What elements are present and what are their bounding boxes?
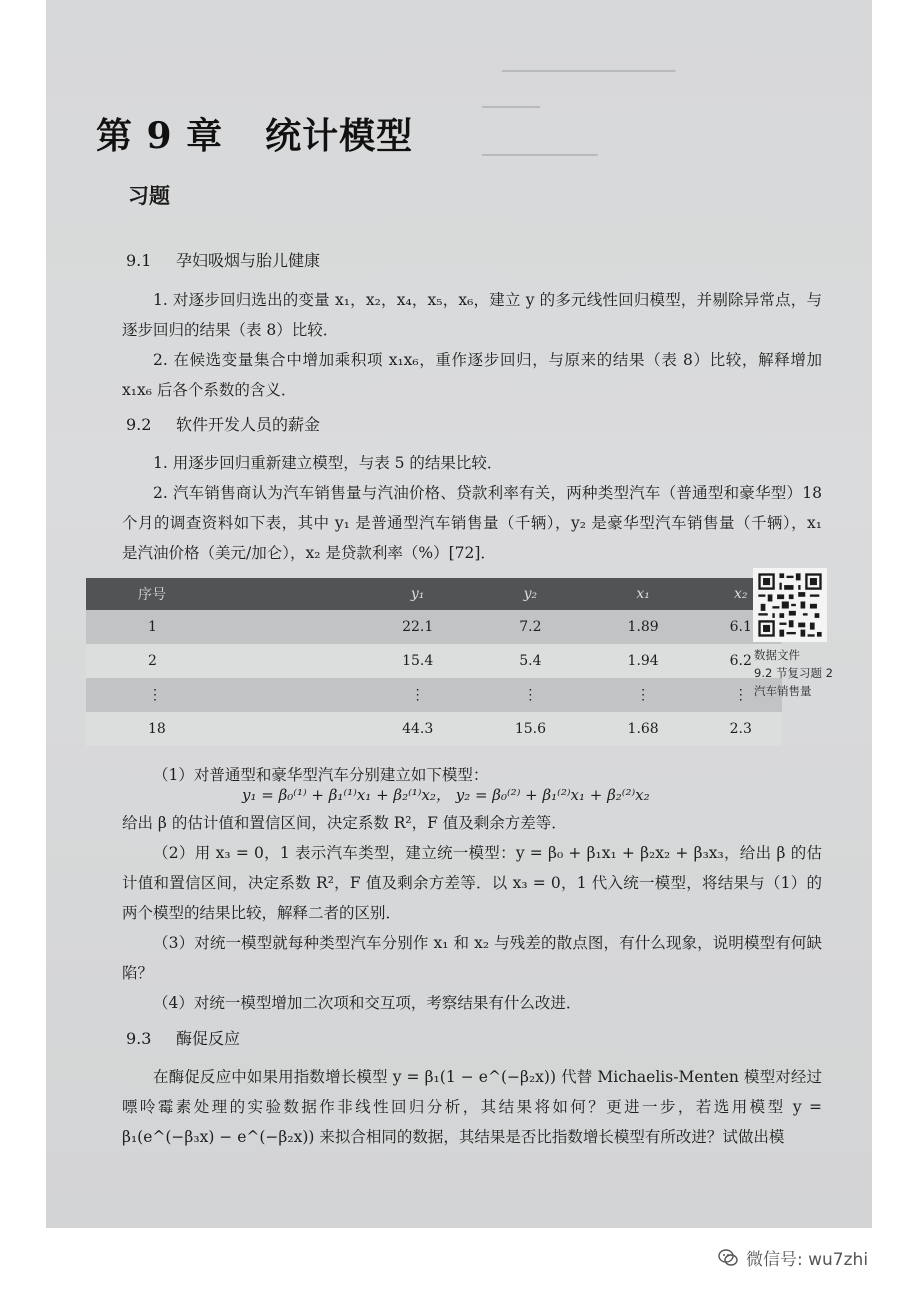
table-header-row [86, 578, 782, 610]
subitem: （4）对统一模型增加二次项和交互项，考察结果有什么改进． [153, 994, 582, 1012]
problem-item: 1. 对逐步回归选出的变量 x₁，x₂，x₄，x₅，x₆，建立 y 的多元线性回归模型，并剔除异常点，与逐步回归的结果（表 8）比较． [122, 291, 823, 339]
subitem: 给出 β 的估计值和置信区间，决定系数 R²，F 值及剩余方差等． [122, 814, 567, 832]
problem-number: 9.2 [126, 415, 152, 434]
table-cell: ⋮ [700, 678, 783, 712]
table-cell: ⋮ [361, 678, 474, 712]
table-cell: 1.89 [587, 610, 700, 644]
subitem: （2）用 x₃ = 0，1 表示汽车类型，建立统一模型：y = β₀ + β₁x₁ + β₂x₂ + β₃x₃，给出 β 的估计值和置信区间，决定系数 R²，F 值及剩余方差等．以 x₃ = 0，1 代入统一模型，将结果与（1）的两个模型的结果比较，解释二者的区别． [122, 844, 822, 922]
problem-title: 软件开发人员的薪金 [176, 415, 321, 434]
chapter-number: 第 9 章 [96, 115, 224, 157]
table-row [86, 610, 782, 644]
wechat-icon [718, 1248, 738, 1268]
qr-code-graphic [756, 571, 824, 639]
car-sales-table [86, 578, 782, 746]
table-header-cell: y₂ [474, 578, 587, 610]
bleed-through-text: ━━━━━━━━━━━━━━━━ [482, 148, 598, 162]
table-header-cell: 序号 [86, 578, 361, 610]
table-cell: 7.2 [474, 610, 587, 644]
table-row [86, 678, 782, 712]
problem-number: 9.3 [126, 1029, 152, 1048]
problem-item: 1. 用逐步回归重新建立模型，与表 5 的结果比较． [153, 454, 503, 472]
table-cell: 1.94 [587, 644, 700, 678]
table-row [86, 644, 782, 678]
book-page [46, 0, 872, 1228]
problem-number: 9.1 [126, 251, 152, 270]
problem-item: 2. 汽车销售商认为汽车销售量与汽油价格、贷款利率有关，两种类型汽车（普通型和豪华型）18 个月的调查资料如下表，其中 y₁ 是普通型汽车销售量（千辆），y₂ 是豪华型汽车销售量（千辆），x₁ 是汽油价格（美元/加仑），x₂ 是贷款利率（%）[72]． [122, 484, 822, 562]
table-header-cell: x₁ [587, 578, 700, 610]
problem-item: 2. 在候选变量集合中增加乘积项 x₁x₆，重作逐步回归，与原来的结果（表 8）比较，解释增加 x₁x₆ 后各个系数的含义． [122, 351, 822, 399]
problem-item: 在酶促反应中如果用指数增长模型 y = β₁(1 − e^(−β₂x)) 代替 Michaelis-Menten 模型对经过嘌呤霉素处理的实验数据作非线性回归分析，其结果将如何？更进一步，若选用模型 y = β₁(e^(−β₃x) − e^(−β₂x)) 来拟合相同的数据，其结果是否比指数增长模型有所改进？试做出模 [122, 1068, 822, 1146]
qr-caption-line: 数据文件 [754, 648, 800, 662]
table-cell: 5.4 [474, 644, 587, 678]
bleed-through-text: ━━━━━━━━━━━━━━━━━━━━━━━━ [502, 64, 676, 78]
qr-caption [754, 646, 833, 700]
table-cell: 2.3 [700, 712, 783, 746]
table-cell: 22.1 [361, 610, 474, 644]
problem-heading-9-3 [126, 1026, 240, 1049]
problem-heading-9-1 [126, 248, 320, 271]
qr-caption-line: 汽车销售量 [754, 684, 812, 698]
table-cell: 1 [86, 610, 361, 644]
chapter-name: 统计模型 [265, 115, 414, 157]
table-cell: 6.2 [700, 644, 783, 678]
model-formula: y₁ = β₀⁽¹⁾ + β₁⁽¹⁾x₁ + β₂⁽¹⁾x₂， y₂ = β₀⁽²⁾ + β₁⁽²⁾x₁ + β₂⁽²⁾x₂ [242, 786, 650, 804]
table-cell: ⋮ [86, 678, 361, 712]
chapter-title [96, 108, 413, 159]
section-title: 习题 [128, 183, 170, 208]
table-cell: 44.3 [361, 712, 474, 746]
table-cell: 15.6 [474, 712, 587, 746]
bleed-through-text: ━━━━━━━━ [482, 100, 540, 114]
table-cell: ⋮ [474, 678, 587, 712]
problem-title: 酶促反应 [176, 1029, 241, 1048]
problem-heading-9-2 [126, 412, 320, 435]
watermark-text: 微信号: wu7zhi [746, 1250, 869, 1270]
qr-caption-line: 9.2 节复习题 2 [754, 666, 833, 680]
table-header-cell: y₁ [361, 578, 474, 610]
qr-code[interactable] [753, 568, 827, 642]
table-row [86, 712, 782, 746]
subitem: （3）对统一模型就每种类型汽车分别作 x₁ 和 x₂ 与残差的散点图，有什么现象，说明模型有何缺陷？ [122, 934, 822, 982]
table-cell: 6.1 [700, 610, 783, 644]
table-header-cell: x₂ [700, 578, 783, 610]
table-cell: 15.4 [361, 644, 474, 678]
table-cell: 18 [86, 712, 361, 746]
table-cell: 1.68 [587, 712, 700, 746]
table-cell: 2 [86, 644, 361, 678]
subitem: （1）对普通型和豪华型汽车分别建立如下模型： [153, 766, 489, 784]
watermark [718, 1245, 868, 1270]
table-cell: ⋮ [587, 678, 700, 712]
problem-title: 孕妇吸烟与胎儿健康 [176, 251, 321, 270]
